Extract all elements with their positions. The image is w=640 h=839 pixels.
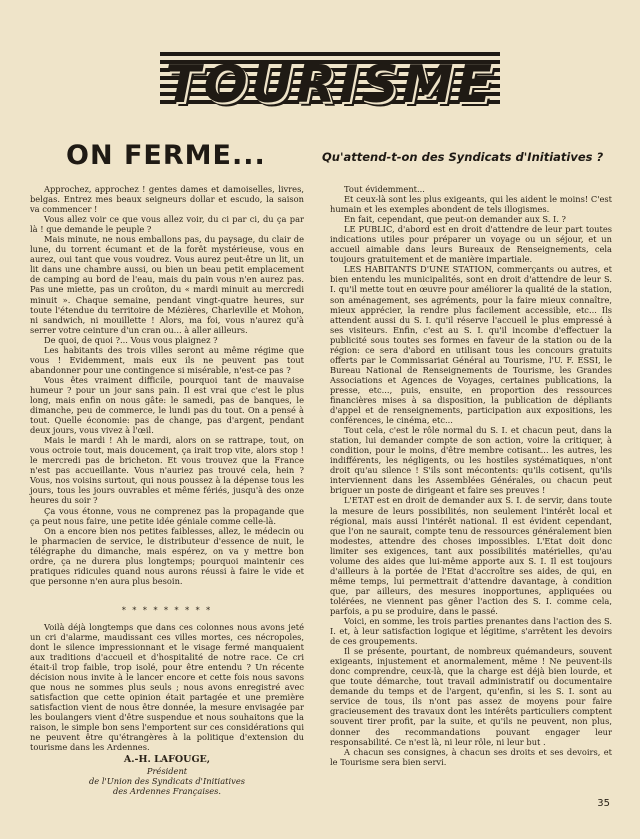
left-paragraph: Les habitants des trois villes seront au même régime que vous ! Evidemment, mais eux ils ne peuvent pas tout abandonner pour une contingence si misérable, n'est-ce pas ? bbox=[30, 344, 304, 375]
right-paragraph: Voici, en somme, les trois parties prenantes dans l'action des S. I. et, à leur satisfaction logique et légitime, s'arrêtent les devoirs de ces groupements. bbox=[330, 616, 612, 647]
right-paragraph: Tout évidemment... bbox=[344, 184, 425, 194]
right-paragraph: A chacun ses consignes, à chacun ses droits et ses devoirs, et le Tourisme sera bien servi. bbox=[330, 746, 612, 767]
masthead-title: TOURISME bbox=[164, 55, 495, 115]
right-paragraph: L'ETAT est en droit de demander aux S. I. de servir, dans toute la mesure de leurs possibilités, non seulement l'intérêt local et régional, mais aussi l'intérêt national. Il est évident cependant, que l'on ne saurait, compte tenu de ressources généralement bien modestes, attendre des choses impossibles. L'Etat doit donc limiter ses exigences, tant aux possibilités matérielles, qu'au volume des aides que lui-même apporte aux S. I. Il est toujours d'ailleurs à la portée de l'Etat d'accroître ses aides, de qui, en même temps, lui permettrait d'attendre davantage, à condition que, par ailleurs, des mesures inopportunes, appliquées ou tolérées, ne viennent pas gêner l'action des S. I. comme cela, parfois, a pu se produire, dans le passé. bbox=[330, 495, 612, 616]
left-paragraph: Vous allez voir ce que vous allez voir, du ci par ci, du ça par là ! que demande le peuple ? bbox=[30, 214, 304, 235]
right-paragraph: En fait, cependant, que peut-on demander aux S. I. ? bbox=[344, 214, 567, 225]
section-separator: * * * * * * * * * bbox=[121, 605, 213, 615]
right-paragraph: LE PUBLIC, d'abord est en droit d'attendre de leur part toutes indications utiles pour préparer un voyage ou un séjour, et un accueil aimable dans leurs Bureaux de Renseignements, cela toujours gratuitement et de manière impartiale. bbox=[330, 224, 612, 265]
left-paragraph: Ça vous étonne, vous ne comprenez pas la propagande que ça peut nous faire, une petite idée géniale comme celle-là. bbox=[30, 505, 304, 526]
signature-block bbox=[30, 755, 304, 795]
signature-org-line2: des Ardennes Françaises. bbox=[112, 785, 222, 796]
section-gap bbox=[30, 586, 304, 606]
left-paragraph: Mais minute, ne nous emballons pas, du paysage, du clair de lune, du torrent écumant et de la forêt mystérieuse, vous en aurez, oui tant que vous voudrez. Vous aurez peut-être un lit, un lit dans une chambre aussi, ou bien un beau petit emplacement de camping au bord de l'eau, mais du pain vous n'en aurez pas. Pas une miette, pas un croûton, du « mardi minuit au mercredi minuit ». Chaque semaine, pendant vingt-quatre heures, sur toute l'étendue du territoire de Mézières, Charleville et Mohon, ni sandwich, ni mouillette ! Alors, ma foi, vous n'aurez qu'à serrer votre ceinture d'un cran ou... à aller ailleurs. bbox=[30, 234, 304, 335]
closing-paragraph: Voilà déjà longtemps que dans ces colonnes nous avons jeté un cri d'alarme, maudissant ces villes mortes, ces nécropoles, dont le silence impressionnant et le visage fermé manquaient aux traditions d'accueil et d'hospitalité de notre race. Ce cri était-il trop faible, trop isolé, pour être entendu ? Un récente décision nous invite à le lancer encore et cette fois nous savons que nous ne sommes plus seuls ; nous avons enregistré avec satisfaction que cette opinion était partagée et une première satisfaction vient de nous être donnée, la mesure envisagée par les boulangers vient d'être suspendue et nous souhaitons que la raison, le simple bon sens l'emportent sur ces considérations qui ne peuvent être qu'étrangères à la politique d'extension du tourisme dans les Ardennes. bbox=[30, 621, 304, 753]
left-column bbox=[30, 184, 304, 796]
page-number: 35 bbox=[597, 798, 610, 809]
left-paragraph: On a encore bien nos petites faiblesses, allez, le médecin ou le pharmacien de service, le distributeur d'essence de nuit, le télégraphe du dimanche, mais espérez, on va y mettre bon ordre, ça ne durera plus longtemps; pourquoi maintenir ces pratiques ridicules quand nous aurons réussi à faire le vide et que personne n'en aura plus besoin. bbox=[30, 525, 304, 586]
signature-org-line1: de l'Union des Syndicats d'Initiatives bbox=[88, 775, 246, 786]
article-subhead: Qu'attend-t-on des Syndicats d'Initiatives ? bbox=[322, 150, 604, 164]
left-paragraph: De quoi, de quoi ?... Vous vous plaignez ? bbox=[44, 334, 218, 345]
right-paragraph: LES HABITANTS D'UNE STATION, commerçants ou autres, et bien entendu les municipalités, sont en droit d'attendre de leur S. I. qu'il mette tout en œuvre pour améliorer la qualité de la station, son aménagement, ses agréments, pour la faire mieux connaître, mieux apprécier, la rendre plus facilement accessible, etc... Ils attendent aussi du S. I. qu'il réserve l'accueil le plus empressé à ses visiteurs. Enfin, c'est au S. I. qu'il incombe d'effectuer la publicité sous toutes ses formes en faveur de la station ou de la région: ce sera d'abord en utilisant tous les concours gratuits offerts par le Commissariat Général au Tourisme, l'U. F. ESSI, le Bureau National de Renseignements de Tourisme, les Grandes Associations et Agences de Voyages, certaines publications, la presse, etc..., puis, ensuite, en proportion des ressources financières mises à sa disposition, la publication de dépliants d'appel et de renseignements, participation aux expositions, les conférences, le cinéma, etc... bbox=[330, 264, 612, 426]
tourisme-masthead bbox=[150, 46, 510, 126]
right-paragraph: Tout cela, c'est le rôle normal du S. I. et chacun peut, dans la station, lui demander compte de son action, voire la critiquer, à condition, pour le moins, d'être membre cotisant... les autres, les indifférents, les négligents, ou les hostiles systématiques, n'ont droit qu'au silence ! S'ils sont mécontents: qu'ils cotisent, qu'ils interviennent dans les Assemblées Générales, ou chacun peut briguer un poste de dirigeant et faire ses preuves ! bbox=[330, 425, 612, 496]
right-paragraph: Et ceux-là sont les plus exigeants, qui les aident le moins! C'est humain et les exemples abondent de tels illogismes. bbox=[330, 194, 612, 215]
article-headline: ON FERME... bbox=[66, 140, 266, 171]
signature-title: Président bbox=[146, 765, 188, 776]
right-column bbox=[330, 184, 612, 767]
left-paragraph: Approchez, approchez ! gentes dames et damoiselles, livres, belgas. Entrez mes beaux seigneurs dollar et escudo, la saison va commencer ! bbox=[30, 184, 304, 215]
left-paragraph: Mais le mardi ! Ah le mardi, alors on se rattrape, tout, on vous octroie tout, mais doucement, ça irait trop vite, alors stop ! le mercredi pas de bricheton. Et vous trouvez que la France n'est pas accueillante. Vous n'auriez pas trouvé cela, hein ? Vous, nos voisins surtout, qui nous poussez à la dépense tous les jours, tous les jours ouvrables et même fériés, jusqu'à des onze heures du soir ? bbox=[30, 435, 304, 506]
left-paragraph: Vous êtes vraiment difficile, pourquoi tant de mauvaise humeur ? pour un jour sans pain. Il est vrai que c'est le plus long, mais enfin on nous gâte: le samedi, pas de banques, le dimanche, peu de commerce, le lundi pas du tout. On a pensé à tout. Quelle économie: pas de change, pas d'argent, pendant deux jours, vous vivez à l'œil. bbox=[30, 374, 304, 436]
right-paragraph: Il se présente, pourtant, de nombreux quémandeurs, souvent exigeants, injustement et anormalement, même ! Ne peuvent-ils donc comprendre, ceux-là, que la charge est déjà bien lourde, et que toute démarche, tout travail administratif ou documentaire demande du temps et de l'argent, qu'enfin, si les S. I. sont au service de tous, ils n'ont pas assez de moyens pour faire gracieusement des travaux dont les intérêts particuliers comptent souvent tirer profit, par la suite, et qu'ils ne peuvent, non plus, donner des recommandations pouvant engager leur responsabilité. Ce n'est là, ni leur rôle, ni leur but . bbox=[330, 646, 612, 747]
signature-name: A.-H. LAFOUGE, bbox=[123, 754, 211, 766]
